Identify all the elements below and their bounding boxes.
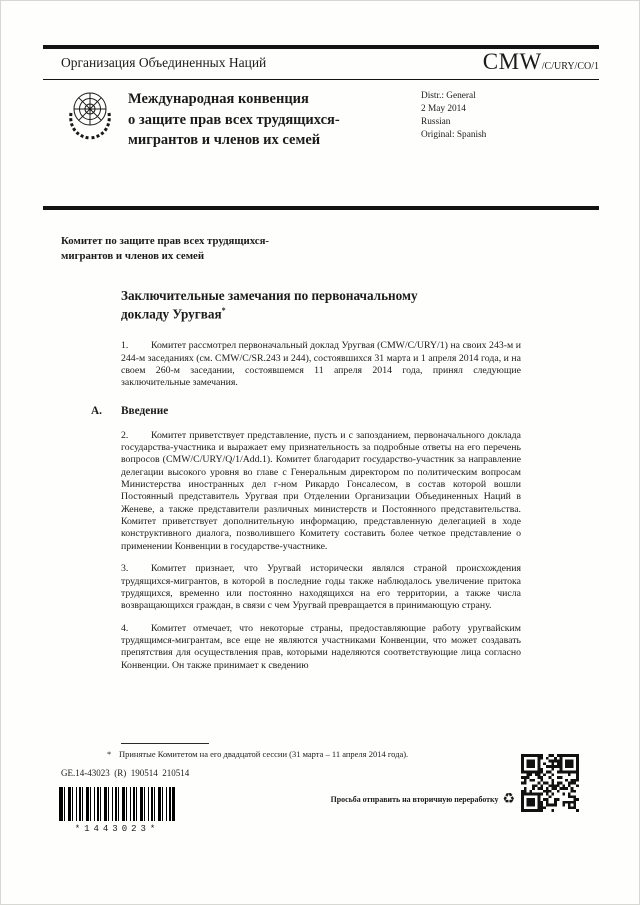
- footnote: [107, 749, 527, 760]
- committee-heading-line1: Комитет по защите прав всех трудящихся-: [61, 235, 270, 247]
- paragraph-1-text: Комитет рассмотрел первоначальный доклад Уругвая (CMW/C/URY/1) на своих 243-м и 244-м заседаниях (см. CMW/C/SR.243 и 244), состоявшихся 31 марта и 1 апреля 2014 года, и на своем 260-м заседании, состоявшемся 11 апреля 2014 года, принял следующие заключительные замечания.: [121, 340, 521, 389]
- paragraph-2: [121, 430, 521, 553]
- masthead-divider-rule: [43, 79, 599, 80]
- page-title-text: Заключительные замечания по первоначальному докладу Уругвая: [121, 288, 418, 322]
- document-body: [61, 287, 521, 682]
- doc-symbol-prefix: CMW: [482, 49, 542, 74]
- footnote-marker: *: [221, 306, 226, 316]
- page-title: [121, 287, 466, 324]
- committee-heading: [61, 234, 269, 264]
- recycle-notice-text: Просьба отправить на вторичную переработку: [330, 794, 499, 804]
- footnote-star: *: [107, 749, 112, 759]
- paragraph-4: [121, 623, 521, 672]
- paragraph-1-number: 1.: [121, 340, 129, 352]
- footnote-text: Принятые Комитетом на его двадцатой сессии (31 марта – 11 апреля 2014 года).: [119, 749, 409, 759]
- paragraph-2-text: Комитет приветствует представление, пусть и с запозданием, первоначального доклада государства-участника и выражает ему признательность за подробные ответы на его перечень вопросов (CMW/C/URY/Q/1/Add.1). Комитет благодарит государство-участник за направление делегации высокого уровня во главе с Генеральным директором по политическим вопросам Министерства иностранных дел г-ном Рикардо Гонсалесом, в состав которой вошли Постоянный представитель Уругвая при Отделении Организации Объединенных Наций в Женеве, а также представители различных министерств и Постоянного представительства. Комитет приветствует дополнительную информацию, представленную делегацией в ходе конструктивного диалога, позволившего Комитету составить более четкое представление о применении Конвенции в государстве-участнике.: [121, 429, 521, 552]
- un-emblem-icon: [63, 87, 117, 145]
- section-a-heading: [91, 405, 521, 417]
- footnote-separator-rule: [121, 743, 209, 744]
- barcode: [59, 787, 175, 821]
- paragraph-1: [121, 340, 521, 389]
- distribution-line: Distr.: General: [421, 91, 476, 101]
- doc-symbol: [483, 49, 599, 75]
- convention-title-line3: мигрантов и членов их семей: [128, 132, 321, 149]
- paragraph-3: [121, 563, 521, 612]
- recycle-icon: ♻: [502, 791, 515, 807]
- recycle-notice: [331, 792, 515, 806]
- section-a-label: A.: [91, 404, 102, 417]
- original-language-line: Original: Spanish: [421, 130, 487, 141]
- doc-symbol-suffix: /C/URY/CO/1: [541, 61, 599, 72]
- convention-title-line1: Международная конвенция: [128, 91, 309, 107]
- barcode-text: *1443023*: [74, 824, 160, 834]
- convention-title-line2: о защите прав всех трудящихся-: [128, 111, 340, 128]
- masthead: [61, 49, 599, 75]
- org-name: Организация Объединенных Наций: [61, 55, 267, 70]
- paragraph-4-number: 4.: [121, 622, 129, 634]
- date-line: 2 May 2014: [421, 104, 466, 115]
- qr-code: [521, 754, 579, 812]
- language-line: Russian: [421, 117, 451, 128]
- banner-bottom-rule: [43, 206, 599, 210]
- ge-reference-line: GE.14-43023 (R) 190514 210514: [61, 768, 190, 778]
- paragraph-3-text: Комитет признает, что Уругвай исторически являлся страной происхождения трудящихся-мигрантов, в которой в последние годы также наблюдалось увеличение притока трудящихся, временно или постоянно находящихся на его территории, а также числа возвращающихся граждан, в связи с чем Уругвай превращается в принимающую страну.: [121, 563, 521, 612]
- committee-heading-line2: мигрантов и членов их семей: [61, 250, 205, 263]
- section-a-title: Введение: [121, 404, 169, 417]
- paragraph-4-text: Комитет отмечает, что некоторые страны, предоставляющие работу уругвайским трудящимся-мигрантам, все еще не являются участниками Конвенции, что может создавать препятствия для осуществления прав, которыми наделяются соответствующие лица согласно Конвенции. Он также принимает к сведению: [121, 622, 521, 671]
- convention-title: [128, 89, 408, 151]
- paragraph-3-number: 3.: [121, 563, 129, 575]
- distribution-block: [421, 90, 486, 142]
- paragraph-2-number: 2.: [121, 429, 129, 441]
